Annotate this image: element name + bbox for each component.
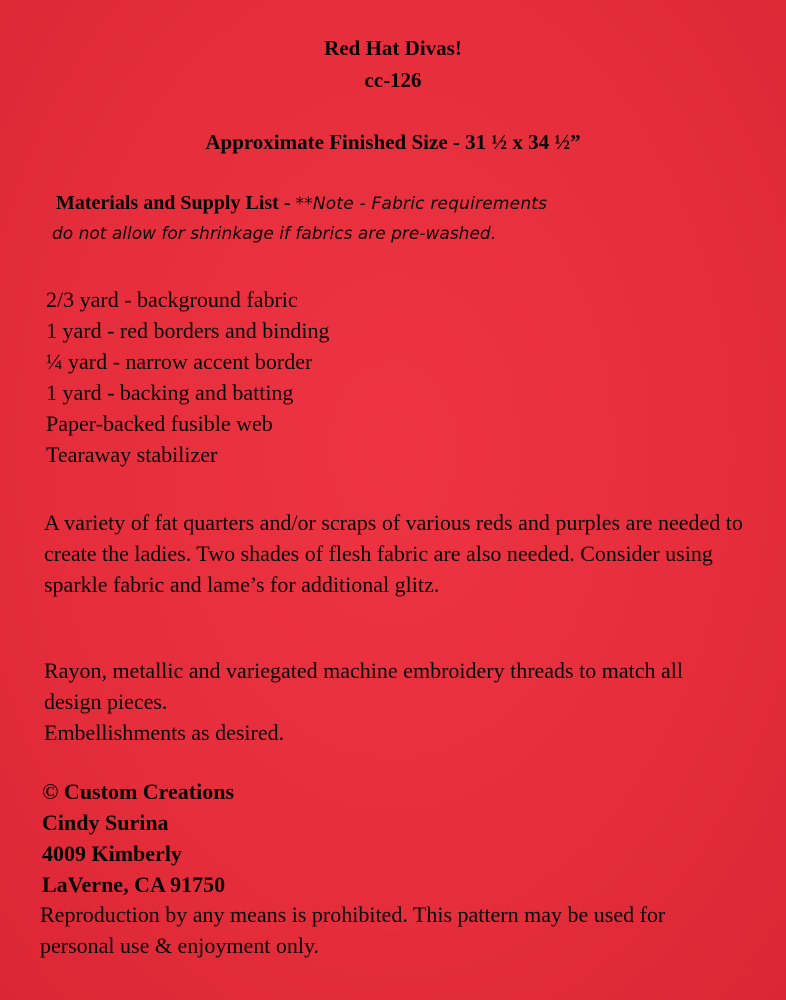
city-state-zip: LaVerne, CA 91750	[42, 872, 226, 897]
threads-paragraph: Rayon, metallic and variegated machine embroidery threads to match all design pieces.	[44, 658, 683, 714]
supply-item: 1 yard - backing and batting	[46, 380, 294, 405]
street-address: 4009 Kimberly	[42, 841, 182, 866]
supply-item: ¼ yard - narrow accent border	[46, 349, 313, 374]
designer-name: Cindy Surina	[42, 810, 169, 835]
copyright-notice: Reproduction by any means is prohibited. This pattern may be used for personal use & enjoyment only.	[40, 902, 666, 958]
pattern-code: cc-126	[364, 68, 422, 92]
finished-size: Approximate Finished Size - 31 ½ x 34 ½”	[205, 130, 581, 154]
supply-item: 1 yard - red borders and binding	[46, 318, 330, 343]
fabrics-paragraph: A variety of fat quarters and/or scraps of various reds and purples are needed to create the ladies. Two shades of flesh fabric are also needed. Consider using sparkle fabric and lame’s for additional glitz.	[44, 510, 743, 597]
materials-heading: Materials and Supply List -	[56, 192, 291, 214]
designer-credits	[42, 776, 234, 900]
supply-item: Tearaway stabilizer	[46, 442, 218, 467]
shrinkage-note-line1: **Note - Fabric requirements	[295, 194, 548, 214]
supply-item: Paper-backed fusible web	[46, 411, 273, 436]
embellishments-paragraph: Embellishments as desired.	[44, 720, 285, 745]
materials-section	[52, 188, 756, 249]
supply-list	[46, 284, 329, 470]
company-name: © Custom Creations	[42, 779, 235, 804]
supply-item: 2/3 yard - background fabric	[46, 287, 298, 312]
shrinkage-note-line2: do not allow for shrinkage if fabrics are pre-washed.	[52, 224, 497, 244]
pattern-title: Red Hat Divas!	[324, 36, 462, 60]
